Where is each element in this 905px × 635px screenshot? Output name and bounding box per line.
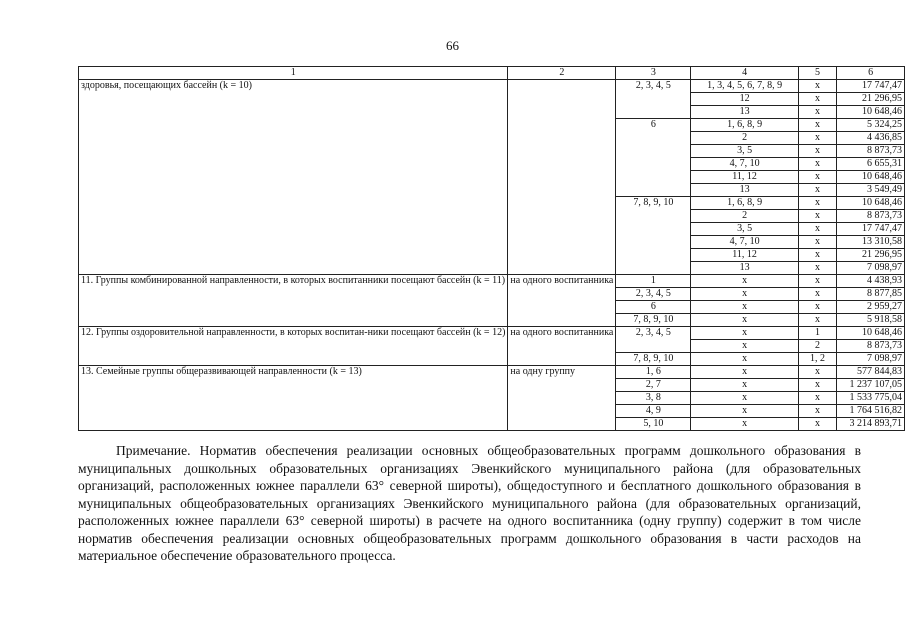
norm-value: 8 873,73 [837, 210, 905, 223]
header-cell: 3 [616, 67, 691, 80]
age-category: 2, 3, 4, 5 [616, 327, 691, 353]
area-code: 13 [691, 184, 798, 197]
coefficient: x [798, 288, 836, 301]
area-code: 1, 6, 8, 9 [691, 197, 798, 210]
norm-value: 13 310,58 [837, 236, 905, 249]
norm-value: 5 324,25 [837, 119, 905, 132]
group-13-name: 13. Семейные группы общеразвивающей направленности (k = 13) [79, 366, 508, 431]
coefficient: x [798, 145, 836, 158]
table-header-row [79, 67, 905, 80]
area-code: x [691, 301, 798, 314]
norm-value: 4 438,93 [837, 275, 905, 288]
coefficient: x [798, 314, 836, 327]
area-code: 2 [691, 210, 798, 223]
header-cell: 4 [691, 67, 798, 80]
coefficient: x [798, 158, 836, 171]
norm-value: 3 549,49 [837, 184, 905, 197]
area-code: x [691, 379, 798, 392]
area-code: x [691, 392, 798, 405]
coefficient: x [798, 171, 836, 184]
area-code: x [691, 405, 798, 418]
area-code: x [691, 366, 798, 379]
norms-table [78, 66, 905, 431]
norm-value: 17 747,47 [837, 223, 905, 236]
area-code: 13 [691, 262, 798, 275]
age-category: 6 [616, 301, 691, 314]
coefficient: x [798, 184, 836, 197]
table-row [79, 327, 905, 340]
norm-value: 10 648,46 [837, 106, 905, 119]
group-11-unit: на одного воспитанника [508, 275, 616, 327]
area-code: x [691, 288, 798, 301]
area-code: 2 [691, 132, 798, 145]
age-category: 5, 10 [616, 418, 691, 431]
area-code: x [691, 275, 798, 288]
age-category: 3, 8 [616, 392, 691, 405]
coefficient: x [798, 379, 836, 392]
group-10-unit [508, 80, 616, 275]
norm-value: 577 844,83 [837, 366, 905, 379]
age-category: 2, 3, 4, 5 [616, 288, 691, 301]
header-cell: 6 [837, 67, 905, 80]
coefficient: x [798, 197, 836, 210]
coefficient: x [798, 262, 836, 275]
coefficient: x [798, 210, 836, 223]
coefficient: x [798, 418, 836, 431]
norm-value: 10 648,46 [837, 171, 905, 184]
group-13-unit: на одну группу [508, 366, 616, 431]
group-12-unit: на одного воспитанника [508, 327, 616, 366]
coefficient: x [798, 366, 836, 379]
norm-value: 8 873,73 [837, 340, 905, 353]
area-code: x [691, 340, 798, 353]
age-category: 1, 6 [616, 366, 691, 379]
norm-value: 2 959,27 [837, 301, 905, 314]
table-row [79, 366, 905, 379]
norm-value: 4 436,85 [837, 132, 905, 145]
age-category: 1 [616, 275, 691, 288]
age-category: 4, 9 [616, 405, 691, 418]
area-code: 4, 7, 10 [691, 236, 798, 249]
norm-value: 7 098,97 [837, 353, 905, 366]
coefficient: x [798, 223, 836, 236]
norm-value: 10 648,46 [837, 327, 905, 340]
coefficient: x [798, 249, 836, 262]
norm-value: 6 655,31 [837, 158, 905, 171]
group-11-name: 11. Группы комбинированной направленности, в которых воспитанники посещают бассейн (k = 11) [79, 275, 508, 327]
coefficient: x [798, 236, 836, 249]
area-code: 1, 6, 8, 9 [691, 119, 798, 132]
area-code: 13 [691, 106, 798, 119]
group-10-name: здоровья, посещающих бассейн (k = 10) [79, 80, 508, 275]
norm-value: 17 747,47 [837, 80, 905, 93]
table-row [79, 275, 905, 288]
page-number: 66 [446, 38, 459, 53]
coefficient: x [798, 93, 836, 106]
norm-value: 1 237 107,05 [837, 379, 905, 392]
coefficient: x [798, 80, 836, 93]
footnote-note: Примечание. Норматив обеспечения реализации основных общеобразовательных программ дошкольного образования в муниципальных дошкольных образовательных организациях Эвенкийского муниципального района (для образовательных организаций, расположенных южнее параллели 63° северной широты), общедоступного и бесплатного дошкольного образования в муниципальных общеобразовательных организациях Эвенкийского муниципального района (для образовательных организаций, расположенных южнее параллели 63° северной широты) в расчете на одного воспитанника (одну группу) содержит в том числе норматив обеспечения реализации основных общеобразовательных программ дошкольного образования в части расходов на материальное обеспечение образовательного процесса. [78, 443, 861, 563]
area-code: 12 [691, 93, 798, 106]
table-row [79, 80, 905, 93]
area-code: 3, 5 [691, 223, 798, 236]
group-12-name: 12. Группы оздоровительной направленности, в которых воспитан-ники посещают бассейн (k = 12) [79, 327, 508, 366]
area-code: 3, 5 [691, 145, 798, 158]
norm-value: 21 296,95 [837, 93, 905, 106]
header-cell: 2 [508, 67, 616, 80]
area-code: 11, 12 [691, 171, 798, 184]
area-code: x [691, 353, 798, 366]
norm-value: 10 648,46 [837, 197, 905, 210]
coefficient: x [798, 405, 836, 418]
norm-value: 21 296,95 [837, 249, 905, 262]
coefficient: 1 [798, 327, 836, 340]
area-code: x [691, 314, 798, 327]
coefficient: x [798, 132, 836, 145]
age-category: 2, 3, 4, 5 [616, 80, 691, 119]
norm-value: 1 533 775,04 [837, 392, 905, 405]
age-category: 2, 7 [616, 379, 691, 392]
norm-value: 5 918,58 [837, 314, 905, 327]
norm-value: 3 214 893,71 [837, 418, 905, 431]
area-code: 1, 3, 4, 5, 6, 7, 8, 9 [691, 80, 798, 93]
age-category: 6 [616, 119, 691, 197]
area-code: 11, 12 [691, 249, 798, 262]
area-code: x [691, 327, 798, 340]
coefficient: x [798, 275, 836, 288]
coefficient: 2 [798, 340, 836, 353]
header-cell: 1 [79, 67, 508, 80]
coefficient: 1, 2 [798, 353, 836, 366]
coefficient: x [798, 119, 836, 132]
age-category: 7, 8, 9, 10 [616, 353, 691, 366]
norm-value: 8 877,85 [837, 288, 905, 301]
age-category: 7, 8, 9, 10 [616, 314, 691, 327]
area-code: x [691, 418, 798, 431]
coefficient: x [798, 301, 836, 314]
norm-value: 8 873,73 [837, 145, 905, 158]
coefficient: x [798, 106, 836, 119]
header-cell: 5 [798, 67, 836, 80]
age-category: 7, 8, 9, 10 [616, 197, 691, 275]
coefficient: x [798, 392, 836, 405]
norm-value: 7 098,97 [837, 262, 905, 275]
area-code: 4, 7, 10 [691, 158, 798, 171]
norm-value: 1 764 516,82 [837, 405, 905, 418]
